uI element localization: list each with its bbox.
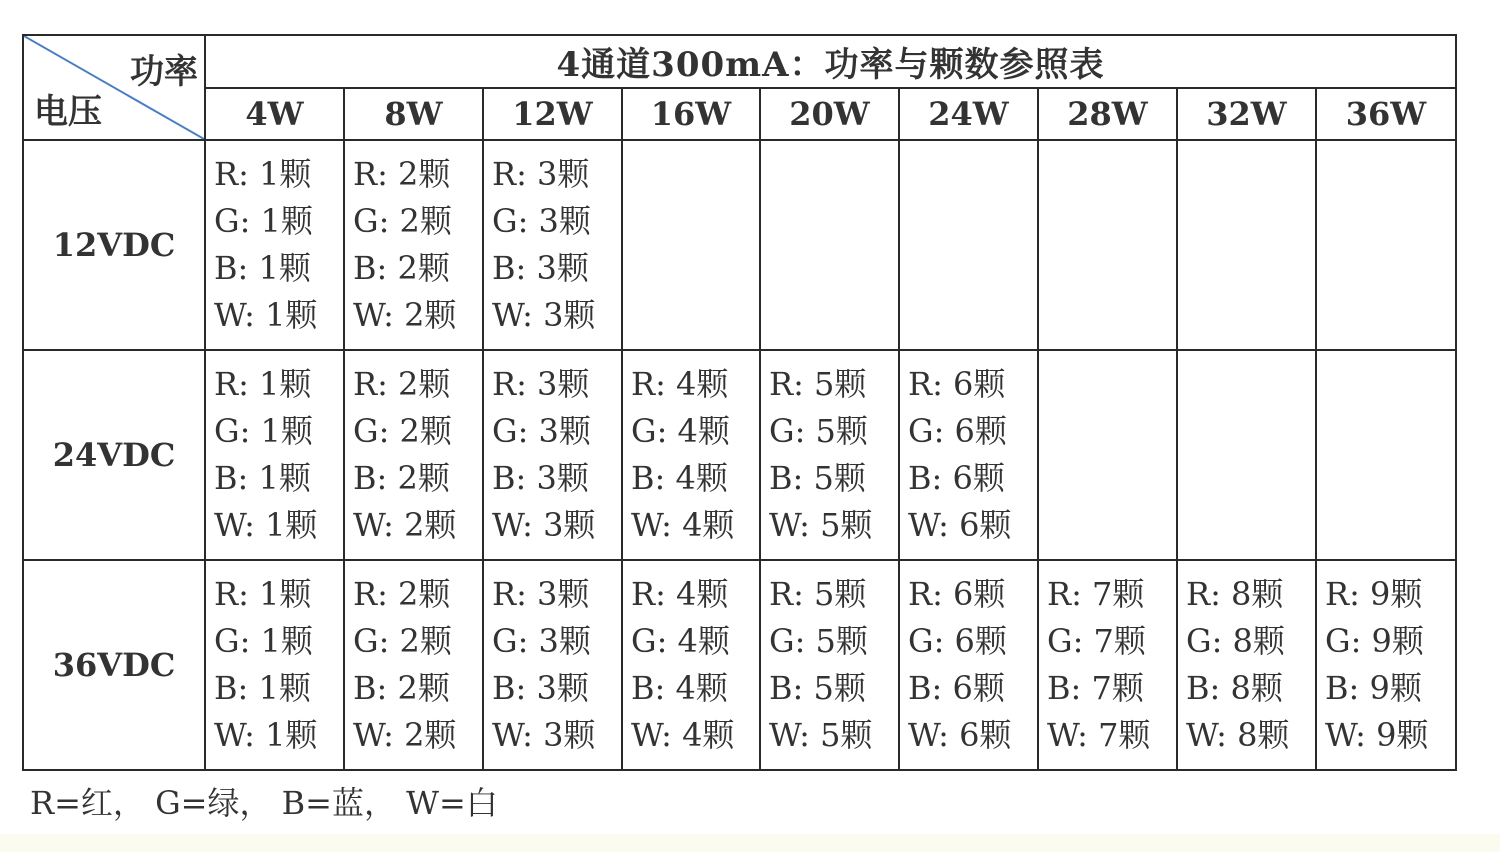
led-count-line: R: 3颗 bbox=[492, 365, 590, 403]
led-count-line: W: 4颗 bbox=[631, 506, 735, 544]
voltage-label-12vdc: 12VDC bbox=[23, 140, 205, 350]
corner-voltage-label: 电压 bbox=[34, 92, 102, 132]
led-count-line: R: 5颗 bbox=[769, 365, 867, 403]
table-title: 4通道300mA：功率与颗数参照表 bbox=[205, 35, 1456, 88]
led-count-line: R: 9颗 bbox=[1325, 575, 1423, 613]
table-row bbox=[23, 350, 1456, 560]
power-header-16w: 16W bbox=[622, 88, 760, 140]
led-count-line: R: 3颗 bbox=[492, 575, 590, 613]
led-count-line: R: 2颗 bbox=[353, 575, 451, 613]
led-count-line: B: 3颗 bbox=[492, 459, 589, 497]
led-count-line: R: 5颗 bbox=[769, 575, 867, 613]
led-count-line: G: 5颗 bbox=[769, 412, 868, 450]
led-count-cell bbox=[1177, 140, 1316, 350]
led-count-line: W: 2颗 bbox=[353, 716, 457, 754]
led-count-cell bbox=[1177, 560, 1316, 770]
led-count-line: B: 9颗 bbox=[1325, 669, 1422, 707]
led-count-line: R: 4颗 bbox=[631, 575, 729, 613]
led-count-line: G: 1颗 bbox=[214, 412, 313, 450]
led-count-cell bbox=[1038, 350, 1177, 560]
led-count-line: W: 5颗 bbox=[769, 716, 873, 754]
led-count-line: G: 8颗 bbox=[1186, 622, 1285, 660]
led-count-cell bbox=[1038, 560, 1177, 770]
led-count-line: G: 2颗 bbox=[353, 412, 452, 450]
led-count-line: B: 6颗 bbox=[908, 459, 1005, 497]
led-count-cell bbox=[760, 140, 899, 350]
led-count-line: B: 4颗 bbox=[631, 459, 728, 497]
led-count-line: W: 1颗 bbox=[214, 296, 318, 334]
led-count-line: G: 4颗 bbox=[631, 412, 730, 450]
led-count-line: B: 2颗 bbox=[353, 459, 450, 497]
led-count-cell bbox=[899, 350, 1038, 560]
led-count-line: B: 3颗 bbox=[492, 669, 589, 707]
led-count-cell bbox=[205, 350, 344, 560]
power-header-36w: 36W bbox=[1316, 88, 1456, 140]
voltage-label-24vdc: 24VDC bbox=[23, 350, 205, 560]
table-row bbox=[23, 140, 1456, 350]
led-count-cell bbox=[1177, 350, 1316, 560]
led-count-line: W: 3颗 bbox=[492, 506, 596, 544]
led-count-line: R: 2颗 bbox=[353, 155, 451, 193]
led-count-line: G: 1颗 bbox=[214, 202, 313, 240]
led-count-line: G: 5颗 bbox=[769, 622, 868, 660]
led-count-line: R: 1颗 bbox=[214, 155, 312, 193]
corner-header-cell bbox=[23, 35, 205, 140]
led-count-line: G: 6颗 bbox=[908, 412, 1007, 450]
power-header-32w: 32W bbox=[1177, 88, 1316, 140]
power-header-20w: 20W bbox=[760, 88, 899, 140]
led-count-line: R: 3颗 bbox=[492, 155, 590, 193]
led-count-line: B: 7颗 bbox=[1047, 669, 1144, 707]
led-count-line: W: 3颗 bbox=[492, 296, 596, 334]
led-count-line: W: 8颗 bbox=[1186, 716, 1290, 754]
led-count-cell bbox=[344, 350, 483, 560]
led-count-cell bbox=[760, 560, 899, 770]
color-legend-footnote: R=红， G=绿， B=蓝， W=白 bbox=[30, 784, 498, 822]
led-count-line: W: 5颗 bbox=[769, 506, 873, 544]
led-count-line: B: 5颗 bbox=[769, 459, 866, 497]
led-count-cell bbox=[483, 350, 622, 560]
led-count-line: G: 7颗 bbox=[1047, 622, 1146, 660]
led-count-line: W: 6颗 bbox=[908, 506, 1012, 544]
led-count-cell bbox=[1316, 140, 1456, 350]
power-header-row bbox=[23, 88, 1456, 140]
led-count-line: B: 1颗 bbox=[214, 249, 311, 287]
led-count-line: W: 2颗 bbox=[353, 296, 457, 334]
led-count-line: B: 1颗 bbox=[214, 669, 311, 707]
led-count-line: R: 1颗 bbox=[214, 365, 312, 403]
led-count-line: W: 3颗 bbox=[492, 716, 596, 754]
led-count-line: R: 6颗 bbox=[908, 575, 1006, 613]
led-count-cell bbox=[760, 350, 899, 560]
led-count-line: B: 1颗 bbox=[214, 459, 311, 497]
led-count-line: G: 9颗 bbox=[1325, 622, 1424, 660]
led-count-line: G: 2颗 bbox=[353, 202, 452, 240]
reference-table bbox=[22, 34, 1457, 771]
led-count-line: W: 7颗 bbox=[1047, 716, 1151, 754]
led-count-line: R: 1颗 bbox=[214, 575, 312, 613]
led-count-cell bbox=[622, 560, 760, 770]
led-count-cell bbox=[899, 140, 1038, 350]
led-count-line: G: 3颗 bbox=[492, 202, 591, 240]
led-count-cell bbox=[205, 140, 344, 350]
power-header-28w: 28W bbox=[1038, 88, 1177, 140]
power-header-24w: 24W bbox=[899, 88, 1038, 140]
page-bottom-tint bbox=[0, 834, 1500, 852]
led-count-line: W: 6颗 bbox=[908, 716, 1012, 754]
led-count-cell bbox=[1316, 350, 1456, 560]
led-count-line: R: 4颗 bbox=[631, 365, 729, 403]
table-body bbox=[23, 35, 1456, 770]
led-count-cell bbox=[622, 140, 760, 350]
led-count-line: R: 7颗 bbox=[1047, 575, 1145, 613]
led-count-cell bbox=[899, 560, 1038, 770]
led-count-cell bbox=[205, 560, 344, 770]
led-count-line: W: 9颗 bbox=[1325, 716, 1429, 754]
led-count-line: B: 5颗 bbox=[769, 669, 866, 707]
led-count-line: G: 4颗 bbox=[631, 622, 730, 660]
led-count-line: B: 2颗 bbox=[353, 669, 450, 707]
led-count-line: G: 6颗 bbox=[908, 622, 1007, 660]
led-count-line: W: 1颗 bbox=[214, 716, 318, 754]
led-count-line: G: 2颗 bbox=[353, 622, 452, 660]
led-count-line: W: 1颗 bbox=[214, 506, 318, 544]
led-count-cell bbox=[483, 560, 622, 770]
led-count-line: B: 4颗 bbox=[631, 669, 728, 707]
led-count-line: R: 8颗 bbox=[1186, 575, 1284, 613]
led-count-line: G: 3颗 bbox=[492, 412, 591, 450]
led-count-line: W: 2颗 bbox=[353, 506, 457, 544]
voltage-label-36vdc: 36VDC bbox=[23, 560, 205, 770]
table-title-row bbox=[23, 35, 1456, 88]
led-count-cell bbox=[1038, 140, 1177, 350]
power-header-12w: 12W bbox=[483, 88, 622, 140]
led-count-cell bbox=[483, 140, 622, 350]
led-count-cell bbox=[1316, 560, 1456, 770]
led-count-line: B: 8颗 bbox=[1186, 669, 1283, 707]
led-count-line: B: 2颗 bbox=[353, 249, 450, 287]
led-count-cell bbox=[622, 350, 760, 560]
table-row bbox=[23, 560, 1456, 770]
led-count-line: B: 3颗 bbox=[492, 249, 589, 287]
led-count-line: W: 4颗 bbox=[631, 716, 735, 754]
power-header-8w: 8W bbox=[344, 88, 483, 140]
power-header-4w: 4W bbox=[205, 88, 344, 140]
led-count-line: R: 2颗 bbox=[353, 365, 451, 403]
led-count-line: R: 6颗 bbox=[908, 365, 1006, 403]
led-count-cell bbox=[344, 140, 483, 350]
led-count-line: B: 6颗 bbox=[908, 669, 1005, 707]
led-count-line: G: 3颗 bbox=[492, 622, 591, 660]
led-count-cell bbox=[344, 560, 483, 770]
led-count-line: G: 1颗 bbox=[214, 622, 313, 660]
corner-power-label: 功率 bbox=[130, 52, 198, 92]
